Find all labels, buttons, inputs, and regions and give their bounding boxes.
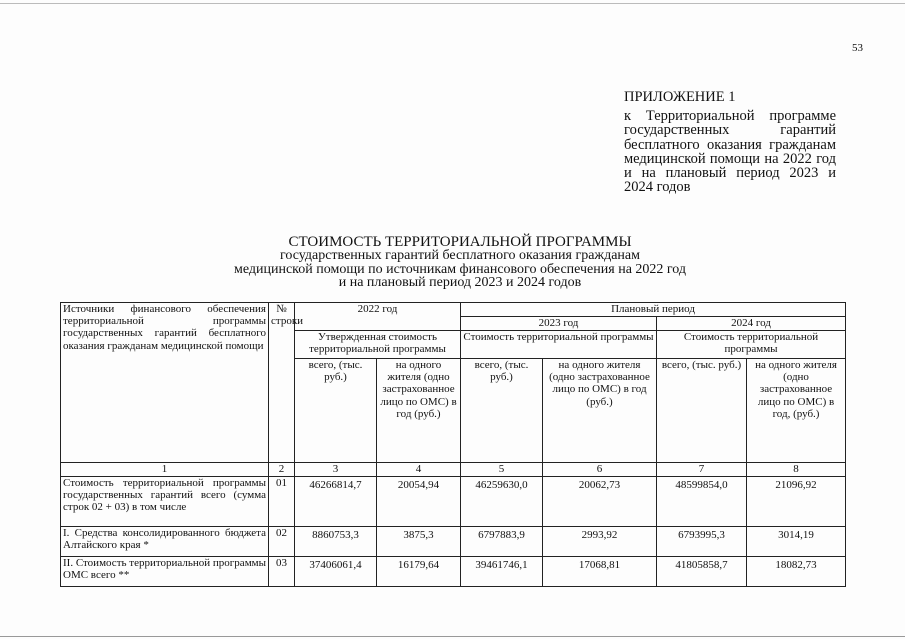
cell-per-person-2024: 18082,73 <box>747 557 846 587</box>
title-line-1: СТОИМОСТЬ ТЕРРИТОРИАЛЬНОЙ ПРОГРАММЫ <box>288 234 632 250</box>
cell-per-person-2023: 20062,73 <box>543 477 657 527</box>
col-number: 2 <box>269 463 295 477</box>
title-line-2: государственных гарантий бесплатного оказания гражданам <box>279 248 640 264</box>
scan-edge-top <box>0 3 905 4</box>
col-number: 1 <box>61 463 269 477</box>
header-total-2023: всего, (тыс. руб.) <box>461 359 543 463</box>
header-total-2022: всего, (тыс. руб.) <box>295 359 377 463</box>
table-row <box>61 477 846 527</box>
cell-per-person-2022: 16179,64 <box>377 557 461 587</box>
cell-total-2024: 6793995,3 <box>657 527 747 557</box>
appendix-title: ПРИЛОЖЕНИЕ 1 <box>624 89 736 105</box>
header-2024: 2024 год <box>657 317 846 331</box>
header-2023: 2023 год <box>461 317 657 331</box>
table-row <box>61 527 846 557</box>
cell-per-person-2023: 17068,81 <box>543 557 657 587</box>
cell-total-2023: 46259630,0 <box>461 477 543 527</box>
cell-per-person-2022: 3875,3 <box>377 527 461 557</box>
header-per-person-2022: на одного жителя (одно застрахованное лицо по ОМС) в год (руб.) <box>377 359 461 463</box>
table-row <box>61 557 846 587</box>
header-per-person-2023: на одного жителя (одно застрахованное лицо по ОМС) в год (руб.) <box>543 359 657 463</box>
header-approved-cost: Утвержденная стоимость территориальной программы <box>295 331 461 359</box>
cell-total-2023: 39461746,1 <box>461 557 543 587</box>
col-number: 7 <box>657 463 747 477</box>
header-2022: 2022 год <box>295 303 461 331</box>
row-source-name: Стоимость территориальной программы государственных гарантий всего (сумма строк 02 + 03) в том числе <box>61 477 269 527</box>
cell-total-2022: 8860753,3 <box>295 527 377 557</box>
header-total-2024: всего, (тыс. руб.) <box>657 359 747 463</box>
col-number: 3 <box>295 463 377 477</box>
title-line-4: и на плановый период 2023 и 2024 годов <box>338 275 582 291</box>
cell-total-2022: 37406061,4 <box>295 557 377 587</box>
header-cost-2023: Стоимость территориальной программы <box>461 331 657 359</box>
scan-edge-bottom <box>0 636 905 637</box>
document-title <box>150 236 770 290</box>
financing-table <box>60 302 846 587</box>
header-row-no: № строки <box>269 303 295 463</box>
header-sources: Источники финансового обеспечения территориальной программы государственных гарантий бесплатного оказания гражданам медицинской помощи <box>61 303 269 463</box>
header-planned: Плановый период <box>461 303 846 317</box>
cell-total-2022: 46266814,7 <box>295 477 377 527</box>
cell-per-person-2024: 3014,19 <box>747 527 846 557</box>
row-number: 03 <box>269 557 295 587</box>
header-per-person-2024: на одного жителя (одно застрахованное лицо по ОМС) в год, (руб.) <box>747 359 846 463</box>
column-number-row <box>61 463 846 477</box>
title-line-3: медицинской помощи по источникам финансового обеспечения на 2022 год <box>233 261 687 277</box>
col-number: 5 <box>461 463 543 477</box>
cell-per-person-2023: 2993,92 <box>543 527 657 557</box>
cell-total-2023: 6797883,9 <box>461 527 543 557</box>
row-number: 02 <box>269 527 295 557</box>
col-number: 6 <box>543 463 657 477</box>
appendix-block <box>624 90 836 194</box>
col-number: 8 <box>747 463 846 477</box>
row-source-name: I. Средства консолидированного бюджета Алтайского края * <box>61 527 269 557</box>
row-source-name: II. Стоимость территориальной программы ОМС всего ** <box>61 557 269 587</box>
col-number: 4 <box>377 463 461 477</box>
row-number: 01 <box>269 477 295 527</box>
appendix-body: к Территориальной программе государственных гарантий бесплатного оказания гражданам медицинской помощи на 2022 год и на плановый период 2023 и 2024 годов <box>624 108 836 196</box>
page-number: 53 <box>852 42 863 54</box>
cell-per-person-2024: 21096,92 <box>747 477 846 527</box>
header-cost-2024: Стоимость территориальной программы <box>657 331 846 359</box>
cell-per-person-2022: 20054,94 <box>377 477 461 527</box>
cell-total-2024: 48599854,0 <box>657 477 747 527</box>
cell-total-2024: 41805858,7 <box>657 557 747 587</box>
